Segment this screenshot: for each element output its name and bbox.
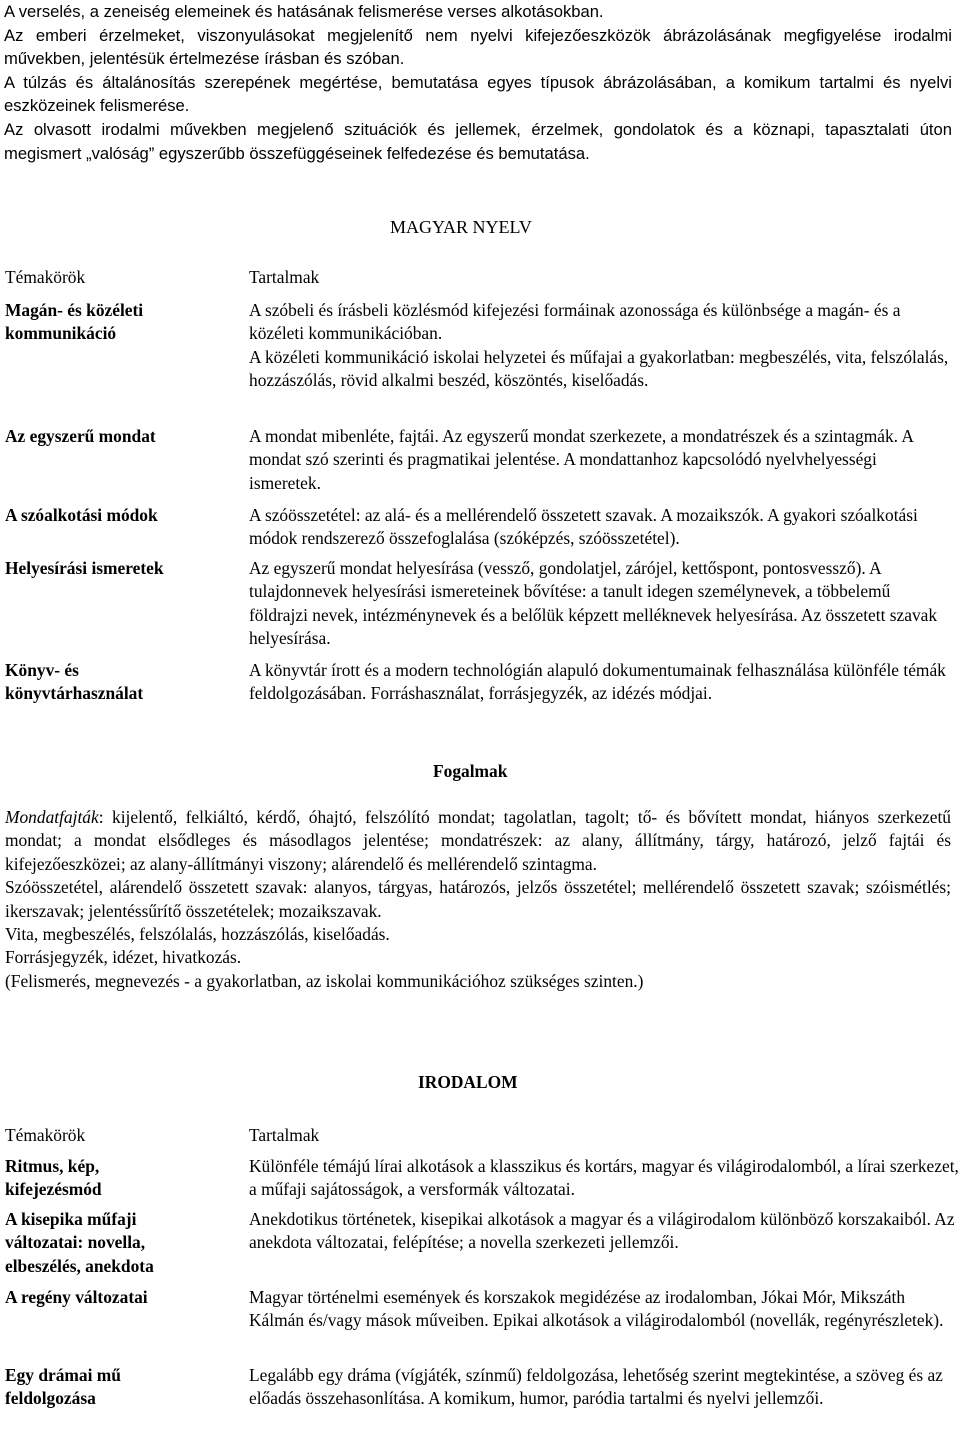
section-title-irodalom: IRODALOM [418, 1072, 518, 1092]
column-header-topics: Témakörök [5, 1125, 86, 1145]
concepts-paragraph: Vita, megbeszélés, felszólalás, hozzászólás, kiselőadás. [5, 924, 390, 945]
topic-cell: Helyesírási ismeretek [5, 558, 164, 578]
concepts-paragraph: Szóösszetétel, alárendelő összetett szavak: alanyos, tárgyas, határozós, jelzős összetétel; mellérendelő összetett szavak; szóismétlés; ikerszavak; jelentéssűrítő összetételek; mozaikszavak. [5, 877, 951, 921]
section-title-fogalmak: Fogalmak [433, 761, 508, 781]
content-cell: A könyvtár írott és a modern technológián alapuló dokumentumainak felhasználása különféle témák feldolgozásában. Forráshasználat, forrásjegyzék, az idézés módjai. [249, 660, 946, 704]
topic-cell: Az egyszerű mondat [5, 426, 156, 446]
content-cell: A mondat mibenléte, fajtái. Az egyszerű mondat szerkezete, a mondatrészek és a szintagmák. A mondat szó szerinti és pragmatikai jelentése. A mondattanhoz kapcsolódó nyelvhelyességi ismeretek. [249, 426, 913, 493]
content-cell: A szóösszetétel: az alá- és a mellérendelő összetett szavak. A mozaikszók. A gyakori szóalkotási módok rendszerező összefoglalása (szóképzés, szóösszetétel). [249, 505, 918, 549]
content-cell: Legalább egy dráma (vígjáték, színmű) feldolgozása, lehetőség szerint megtekintése, a szöveg és az előadás összehasonlítása. A komikum, humor, paródia tartalmi és nyelvi jellemzői. [249, 1365, 943, 1409]
concepts-paragraph [5, 806, 951, 876]
section-title-magyar-nyelv: MAGYAR NYELV [390, 217, 532, 237]
concepts-paragraph: (Felismerés, megnevezés - a gyakorlatban, az iskolai kommunikációhoz szükséges szinten.) [5, 970, 644, 991]
topic-cell: Ritmus, kép, kifejezésmód [5, 1156, 102, 1200]
intro-paragraph: A túlzás és általánosítás szerepének megértése, bemutatása egyes típusok ábrázolásában, a komikum tartalmi és nyelvi eszközeinek felismerése. [4, 72, 952, 116]
intro-paragraph: Az olvasott irodalmi művekben megjelenő szituációk és jellemek, érzelmek, gondolatok és a köznapi, tapasztalati úton megismert „valóság” egyszerűbb összefüggéseinek felfedezése és bemutatása. [4, 119, 952, 163]
topic-cell: Magán- és közéleti kommunikáció [5, 300, 144, 344]
content-text: A szóbeli és írásbeli közlésmód kifejezési formáinak azonossága és különbsége a magán- és a közéleti kommunikációban. [249, 300, 901, 344]
content-cell: Anekdotikus történetek, kisepikai alkotások a magyar és a világirodalom különböző korszakaiból. Az anekdota változatai, felépítése; a novella szerkezeti jellemzői. [249, 1209, 955, 1253]
content-cell: Az egyszerű mondat helyesírása (vessző, gondolatjel, zárójel, kettőspont, pontosvessző). A tulajdonnevek helyesírási ismereteinek bővítése: a tanult idegen személynevek, a többelemű földrajzi nevek, intézménynevek és a belőlük képzett melléknevek helyesírása. Az összetett szavak helyesírása. [249, 558, 938, 649]
concepts-section [5, 806, 951, 993]
column-header-contents: Tartalmak [249, 267, 320, 287]
topic-cell: A regény változatai [5, 1287, 148, 1307]
concepts-paragraph: Forrásjegyzék, idézet, hivatkozás. [5, 947, 242, 968]
column-header-topics: Témakörök [5, 267, 86, 287]
intro-paragraph: Az emberi érzelmeket, viszonyulásokat megjelenítő nem nyelvi kifejezőeszközök ábrázolásának megfigyelése irodalmi művekben, jelentésük értelmezése írásban és szóban. [4, 25, 952, 69]
topic-cell: A szóalkotási módok [5, 505, 158, 525]
intro-section [4, 0, 952, 165]
intro-paragraph: A verselés, a zeneiség elemeinek és hatásának felismerése verses alkotásokban. [4, 2, 604, 21]
column-header-contents: Tartalmak [249, 1125, 320, 1145]
concepts-text: : kijelentő, felkiáltó, kérdő, óhajtó, felszólító mondat; tagolatlan, tagolt; tő- és bővített mondat, hiányos szerkezetű mondat; a mondat elsődleges és másodlagos jelentése; mondatrészek: az alany, állítmány, tárgy, határozó, jelző fajtái és kifejezőeszközei; az alany-állítmányi viszony; alárendelő és mellérendelő szintagma. [5, 807, 951, 874]
topic-cell: Egy drámai mű feldolgozása [5, 1365, 121, 1409]
content-cell: Magyar történelmi események és korszakok megidézése az irodalomban, Jókai Mór, Mikszáth Kálmán és/vagy mások műveiben. Epikai alkotások a világirodalomból (novellák, regényrészletek). [249, 1287, 944, 1331]
topic-cell: A kisepika műfaji változatai: novella, elbeszélés, anekdota [5, 1209, 154, 1276]
content-cell [249, 299, 949, 393]
content-cell: Különféle témájú lírai alkotások a klasszikus és kortárs, magyar és világirodalomból, a lírai szerkezet, a műfaji sajátosságok, a versformák változatai. [249, 1156, 959, 1200]
content-text: A közéleti kommunikáció iskolai helyzetei és műfajai a gyakorlatban: megbeszélés, vita, felszólalás, hozzászólás, rövid alkalmi beszéd, köszöntés, kiselőadás. [249, 346, 949, 391]
concepts-lead: Mondatfajták [5, 807, 99, 827]
topic-cell: Könyv- és könyvtárhasználat [5, 660, 144, 704]
